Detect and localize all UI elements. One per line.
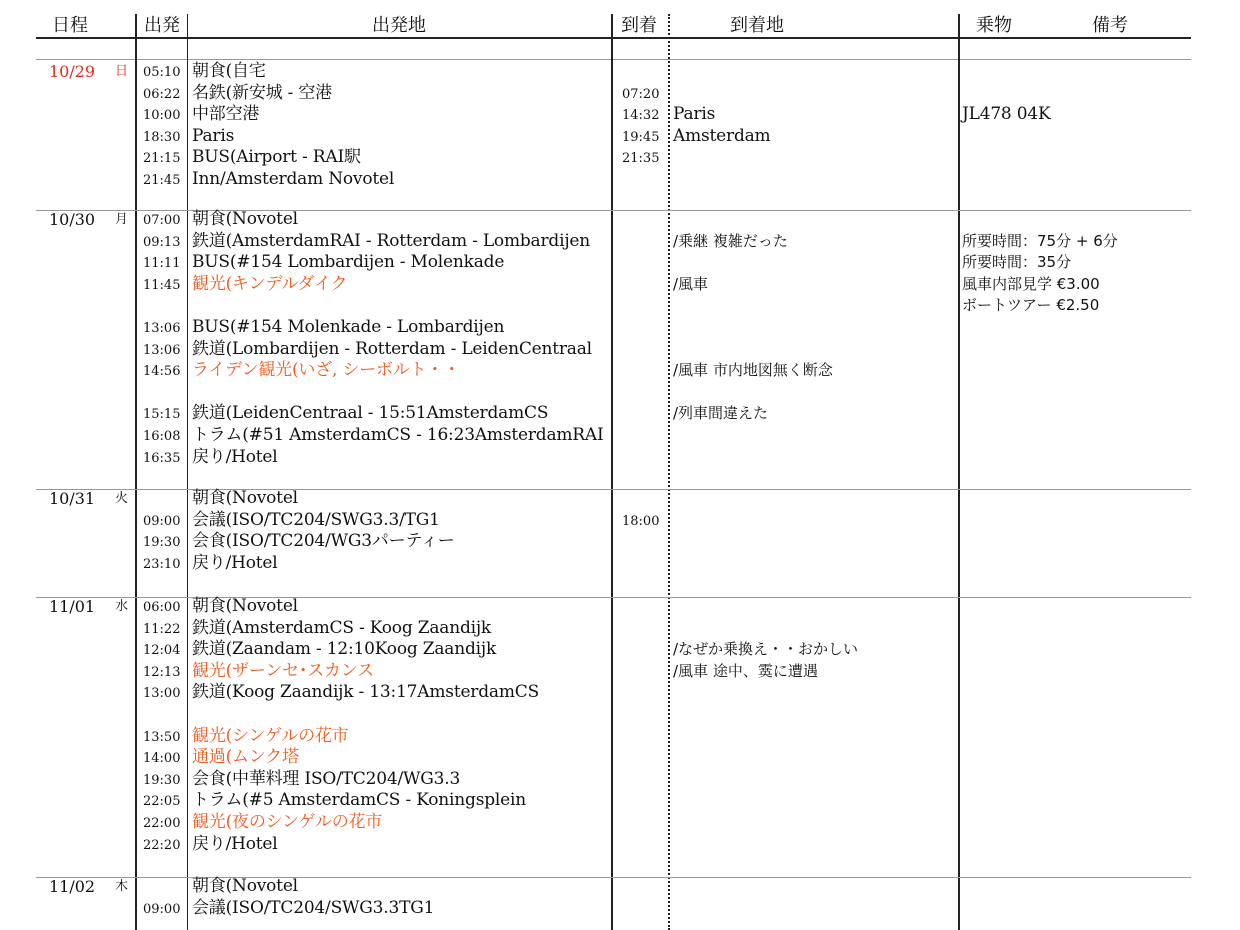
remarks-cell: ボートツアー €2.50: [962, 296, 1100, 315]
departure-time: 22:05: [143, 794, 181, 810]
header-departure-time: 出発: [144, 15, 180, 36]
departure-place: 鉄道(Lombardijen - Rotterdam - LeidenCentraal: [192, 338, 592, 359]
day-date: 11/02: [49, 877, 96, 896]
departure-place: 中部空港: [192, 104, 260, 125]
column-divider-arrival: [668, 14, 670, 930]
departure-time: 21:45: [143, 173, 181, 188]
departure-time: 22:20: [143, 837, 181, 853]
departure-time: 09:00: [143, 513, 181, 529]
departure-place: 戻り/Hotel: [192, 552, 278, 573]
day-date: 10/29: [49, 62, 96, 81]
departure-time: 13:06: [143, 321, 181, 336]
header-departure-place: 出発地: [372, 15, 426, 36]
remarks-cell: 所要時間：35分: [962, 253, 1072, 272]
departure-place: 観光(夜のシンゲルの花市: [192, 812, 383, 832]
header-arrival-place: 到着地: [730, 15, 784, 36]
departure-place: 鉄道(AmsterdamRAI - Rotterdam - Lombardijen: [192, 230, 591, 251]
departure-time: 11:11: [143, 256, 181, 272]
remarks-cell: JL478 04K: [962, 104, 1051, 125]
departure-time: 10:00: [143, 108, 181, 124]
departure-time: 14:00: [143, 751, 181, 767]
departure-place: 朝食(Novotel: [192, 209, 298, 229]
departure-place: BUS(#154 Molenkade - Lombardijen: [192, 317, 505, 337]
departure-place: 会食(中華料理 ISO/TC204/WG3.3: [192, 768, 461, 789]
departure-place: ライデン観光(いざ, シーボルト・・: [192, 360, 460, 381]
departure-time: 09:13: [143, 234, 181, 250]
departure-time: 16:08: [143, 429, 181, 444]
header-rule: [36, 37, 1191, 39]
departure-time: 15:15: [143, 407, 181, 423]
departure-place: 朝食(Novotel: [192, 596, 298, 616]
arrival-place: /風車: [673, 274, 709, 293]
departure-place: 朝食(Novotel: [192, 488, 298, 508]
arrival-time: 18:00: [622, 513, 660, 529]
departure-place: 観光(ザーンセ･スカンス: [192, 660, 374, 681]
departure-place: Paris: [192, 125, 235, 146]
departure-place: 鉄道(Zaandam - 12:10Koog Zaandijk: [192, 639, 497, 660]
departure-time: 06:00: [143, 600, 181, 615]
departure-place: 会議(ISO/TC204/SWG3.3/TG1: [192, 509, 440, 530]
departure-place: 鉄道(LeidenCentraal - 15:51AmsterdamCS: [192, 403, 549, 424]
departure-place: 観光(キンデルダイク: [192, 273, 348, 294]
arrival-time: 21:35: [622, 151, 660, 167]
departure-time: 19:30: [143, 535, 181, 551]
departure-time: 05:10: [143, 65, 181, 80]
departure-place: 観光(シンゲルの花市: [192, 725, 349, 746]
departure-place: Inn/Amsterdam Novotel: [192, 169, 395, 189]
arrival-place: /風車 途中、霙に遭遇: [673, 661, 818, 680]
departure-place: 朝食(Novotel: [192, 876, 298, 896]
departure-time: 14:56: [143, 364, 181, 380]
arrival-place: /風車 市内地図無く断念: [673, 361, 833, 380]
departure-time: 21:15: [143, 151, 181, 167]
departure-place: 朝食(自宅: [192, 61, 266, 81]
departure-time: 12:13: [143, 664, 181, 680]
header-arrival-time: 到着: [621, 15, 657, 36]
departure-place: BUS(#154 Lombardijen - Molenkade: [192, 252, 505, 273]
day-date: 10/30: [49, 210, 96, 229]
departure-time: 18:30: [143, 129, 181, 145]
departure-time: 13:06: [143, 342, 181, 358]
departure-place: 名鉄(新安城 - 空港: [192, 82, 332, 103]
departure-time: 11:22: [143, 621, 181, 637]
departure-place: 通過(ムンク塔: [192, 747, 299, 768]
column-divider-place: [611, 14, 613, 930]
remarks-cell: 風車内部見学 €3.00: [962, 274, 1100, 293]
departure-time: 13:50: [143, 729, 181, 745]
arrival-place: Paris: [673, 104, 716, 125]
departure-time: 16:35: [143, 450, 181, 466]
day-of-week: 木: [115, 879, 129, 894]
departure-time: 22:00: [143, 816, 181, 831]
departure-place: 戻り/Hotel: [192, 833, 278, 854]
column-divider-time: [187, 14, 188, 930]
departure-time: 23:10: [143, 556, 181, 572]
arrival-place: /乗継 複雑だった: [673, 231, 788, 250]
departure-place: BUS(Airport - RAI駅: [192, 147, 361, 168]
arrival-time: 07:20: [622, 86, 660, 102]
header-remarks: 備考: [1092, 15, 1128, 36]
arrival-time: 14:32: [622, 108, 660, 124]
header-subrule: [36, 59, 1191, 60]
departure-time: 19:30: [143, 772, 181, 788]
departure-place: トラム(#51 AmsterdamCS - 16:23AmsterdamRAI: [192, 425, 604, 445]
departure-place: トラム(#5 AmsterdamCS - Koningsplein: [192, 790, 526, 811]
arrival-time: 19:45: [622, 129, 660, 145]
day-of-week: 水: [115, 599, 129, 614]
day-of-week: 月: [115, 212, 129, 227]
departure-place: 会議(ISO/TC204/SWG3.3TG1: [192, 897, 435, 918]
arrival-place: /列車間違えた: [673, 404, 769, 423]
day-date: 10/31: [49, 489, 96, 508]
day-date: 11/01: [49, 597, 96, 616]
departure-time: 07:00: [143, 213, 181, 228]
departure-time: 12:04: [143, 643, 181, 659]
departure-place: 鉄道(Koog Zaandijk - 13:17AmsterdamCS: [192, 682, 540, 703]
arrival-place: Amsterdam: [673, 125, 771, 146]
column-divider-date: [135, 14, 137, 930]
header-vehicle: 乗物: [976, 15, 1012, 36]
day-of-week: 日: [115, 64, 129, 79]
departure-place: 戻り/Hotel: [192, 446, 278, 467]
departure-time: 09:00: [143, 901, 181, 917]
departure-time: 13:00: [143, 686, 181, 702]
departure-place: 会食(ISO/TC204/WG3パーティー: [192, 531, 455, 552]
header-date: 日程: [52, 15, 88, 36]
day-of-week: 火: [115, 491, 129, 506]
departure-time: 11:45: [143, 277, 181, 293]
remarks-cell: 所要時間：75分 + 6分: [962, 231, 1118, 250]
column-divider-destination: [958, 14, 960, 930]
departure-place: 鉄道(AmsterdamCS - Koog Zaandijk: [192, 617, 492, 638]
arrival-place: /なぜか乗換え・・おかしい: [673, 640, 859, 659]
departure-time: 06:22: [143, 86, 181, 102]
